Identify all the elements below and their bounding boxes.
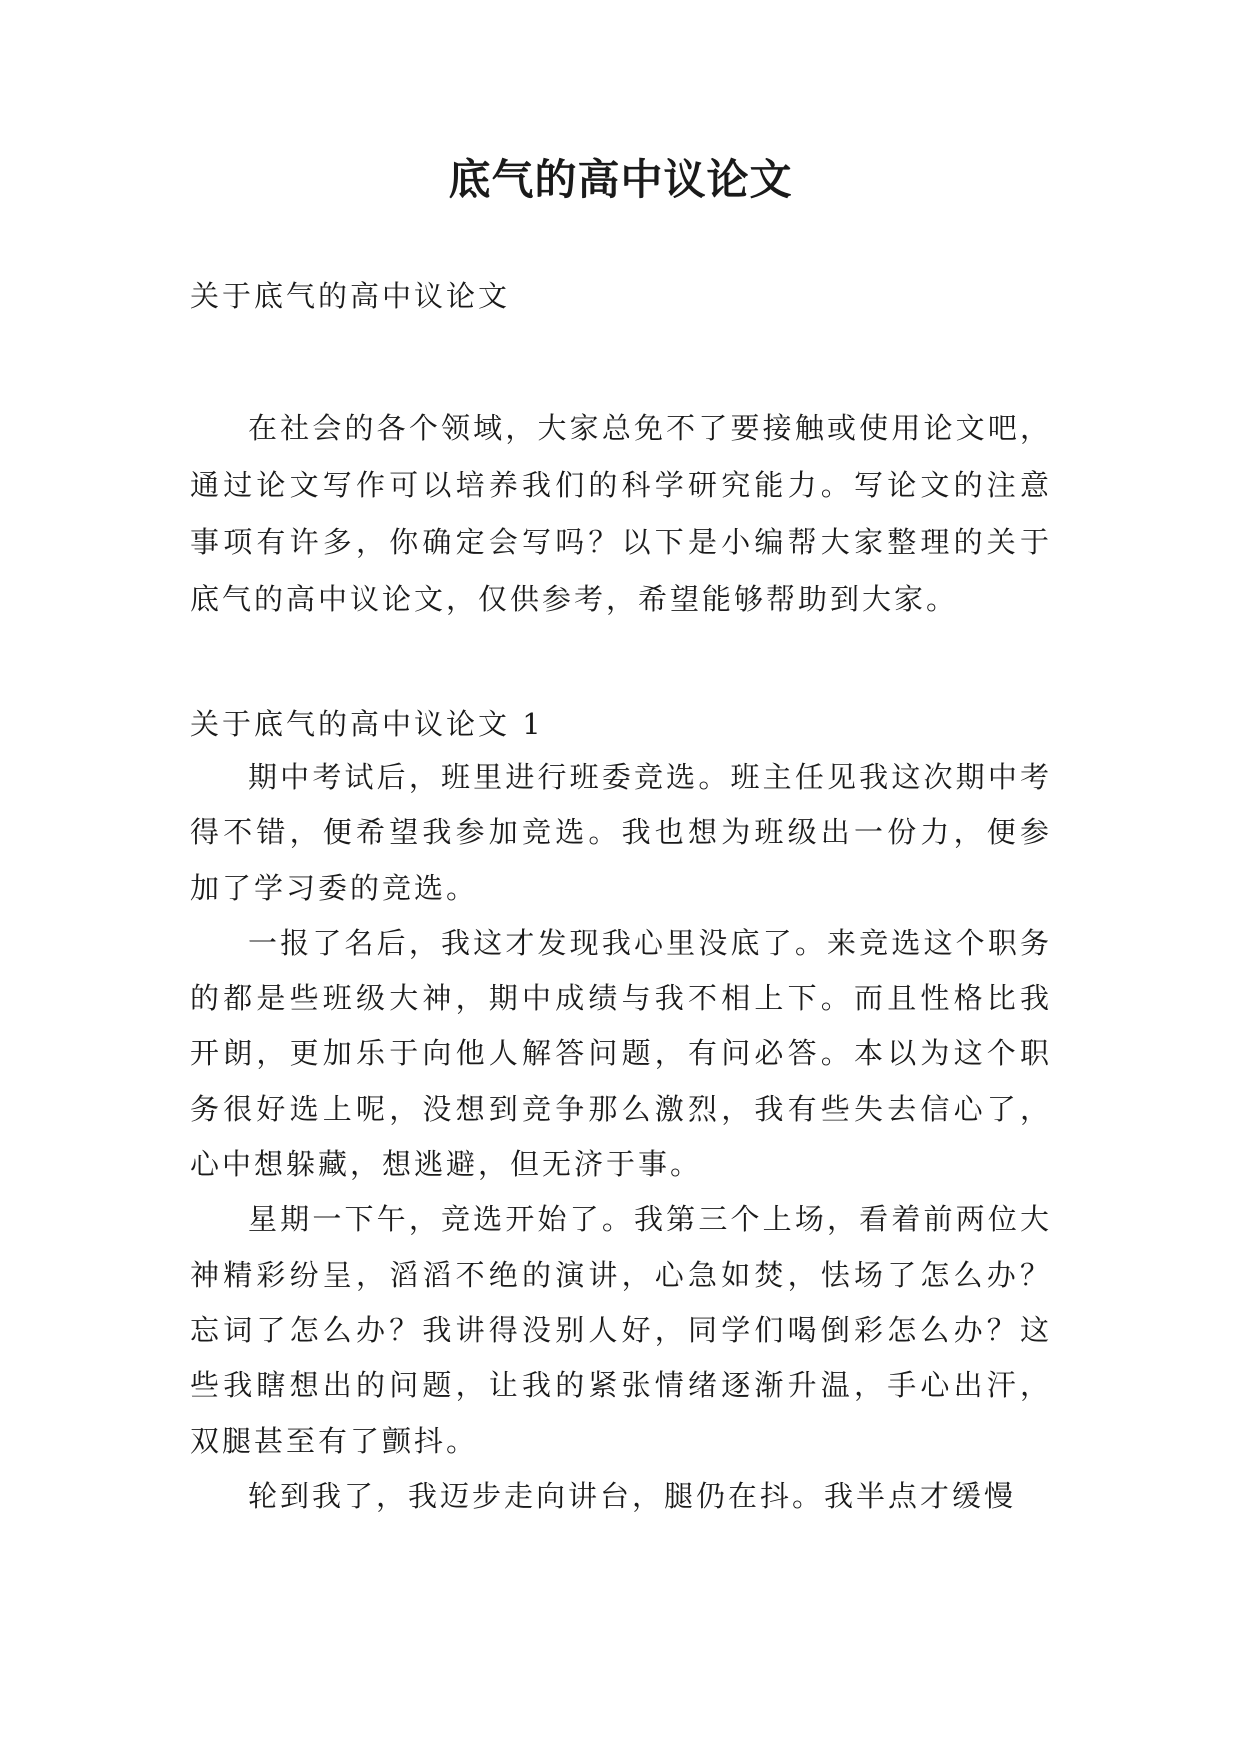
document-title: 底气的高中议论文 — [448, 155, 793, 204]
essay-paragraph: 一报了名后，我这才发现我心里没底了。来竞选这个职务的都是些班级大神，期中成绩与我不相上下。而且性格比我开朗，更加乐于向他人解答问题，有问必答。本以为这个职务很好选上呢，没想到竞争那么激烈，我有些失去信心了，心中想躲藏，想逃避，但无济于事。 — [190, 925, 1052, 1182]
intro-text: 在社会的各个领域，大家总免不了要接触或使用论文吧，通过论文写作可以培养我们的科学研究能力。写论文的注意事项有许多，你确定会写吗？以下是小编帮大家整理的关于底气的高中议论文，仅供参考，希望能够帮助到大家。 — [190, 411, 1052, 616]
intro-paragraph — [190, 400, 1052, 628]
essay-paragraph: 轮到我了，我迈步走向讲台，腿仍在抖。我半点才缓慢 — [248, 1478, 1017, 1513]
essay-paragraph: 期中考试后，班里进行班委竞选。班主任见我这次期中考得不错，便希望我参加竞选。我也想为班级出一份力，便参加了学习委的竞选。 — [190, 760, 1052, 905]
essay-paragraph: 星期一下午，竞选开始了。我第三个上场，看着前两位大神精彩纷呈，滔滔不绝的演讲，心急如焚，怯场了怎么办？忘词了怎么办？我讲得没别人好，同学们喝倒彩怎么办？这些我瞎想出的问题，让我的紧张情绪逐渐升温，手心出汗，双腿甚至有了颤抖。 — [190, 1202, 1052, 1458]
section-heading: 关于底气的高中议论文 1 — [190, 707, 544, 741]
document-subtitle: 关于底气的高中议论文 — [190, 279, 511, 313]
essay-body — [190, 750, 1052, 1524]
